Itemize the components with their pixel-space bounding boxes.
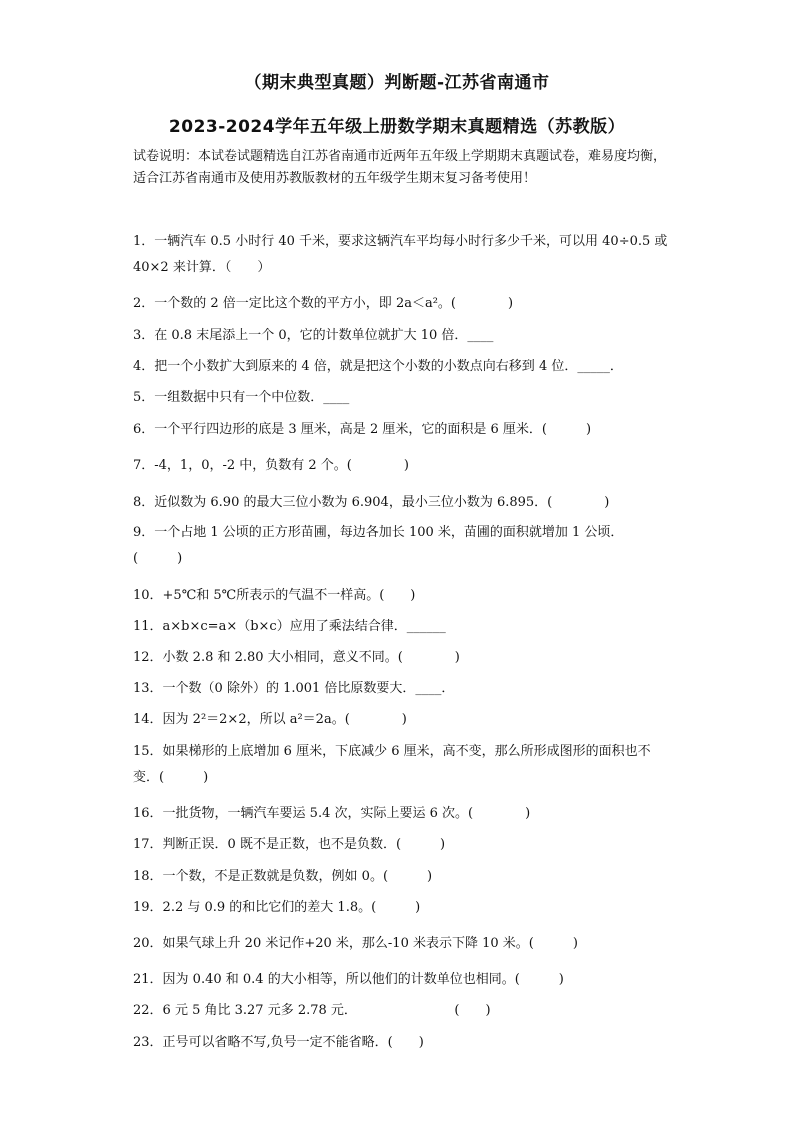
- question-18: 18．一个数，不是正数就是负数，例如 0。( ): [133, 869, 433, 884]
- document-title-line2: 2023-2024学年五年级上册数学期末真题精选（苏教版）: [168, 117, 626, 137]
- question-4: 4．把一个小数扩大到原来的 4 倍，就是把这个小数的小数点向右移到 4 位．_____．: [133, 359, 623, 374]
- question-23: 23．正号可以省略不写,负号一定不能省略．( ): [133, 1035, 424, 1050]
- question-3: 3．在 0.8 末尾添上一个 0，它的计数单位就扩大 10 倍．____: [133, 328, 494, 343]
- question-22: 22．6 元 5 角比 3.27 元多 2.78 元． ( ): [133, 1003, 491, 1018]
- question-19: 19．2.2 与 0.9 的和比它们的差大 1.8。( ): [133, 900, 421, 915]
- question-12: 12．小数 2.8 和 2.80 大小相同，意义不同。( ): [133, 650, 460, 665]
- question-21: 21．因为 0.40 和 0.4 的大小相等，所以他们的计数单位也相同。( ): [133, 972, 564, 987]
- question-11: 11．a×b×c=a×（b×c）应用了乘法结合律．______: [133, 619, 446, 634]
- question-7: 7．-4，1，0，-2 中，负数有 2 个。( ): [133, 458, 409, 473]
- question-6: 6．一个平行四边形的底是 3 厘米，高是 2 厘米，它的面积是 6 厘米．( ): [133, 422, 592, 437]
- question-2: 2．一个数的 2 倍一定比这个数的平方小，即 2a＜a²。( ): [133, 296, 514, 311]
- question-17: 17．判断正误．0 既不是正数，也不是负数．( ): [133, 837, 446, 852]
- question-10: 10．+5℃和 5℃所表示的气温不一样高。( ): [133, 588, 416, 603]
- exam-description: 试卷说明：本试卷试题精选自江苏省南通市近两年五年级上学期期末真题试卷，难易度均衡，适合江苏省南通市及使用苏教版教材的五年级学生期末复习备考使用！: [133, 149, 667, 186]
- document-title-line1: （期末典型真题）判断题-江苏省南通市: [244, 73, 550, 93]
- question-8: 8．近似数为 6.90 的最大三位小数为 6.904，最小三位小数为 6.895．( ): [133, 495, 610, 510]
- question-15: 15．如果梯形的上底增加 6 厘米，下底减少 6 厘米，高不变，那么所形成图形的面积也不变．( ): [133, 744, 651, 785]
- question-16: 16．一批货物，一辆汽车要运 5.4 次，实际上要运 6 次。( ): [133, 806, 531, 821]
- question-20: 20．如果气球上升 20 米记作+20 米，那么-10 米表示下降 10 米。( ): [133, 936, 578, 951]
- question-1: 1．一辆汽车 0.5 小时行 40 千米，要求这辆汽车平均每小时行多少千米，可以用 40÷0.5 或 40×2 来计算．（ ）: [133, 234, 668, 275]
- question-13: 13．一个数（0 除外）的 1.001 倍比原数要大．____．: [133, 681, 455, 696]
- question-14: 14．因为 2²＝2×2，所以 a²＝2a。( ): [133, 712, 407, 727]
- question-5: 5．一组数据中只有一个中位数．____: [133, 390, 350, 405]
- question-9: 9．一个占地 1 公顷的正方形苗圃，每边各加长 100 米，苗圃的面积就增加 1 公顷．( ): [133, 525, 624, 566]
